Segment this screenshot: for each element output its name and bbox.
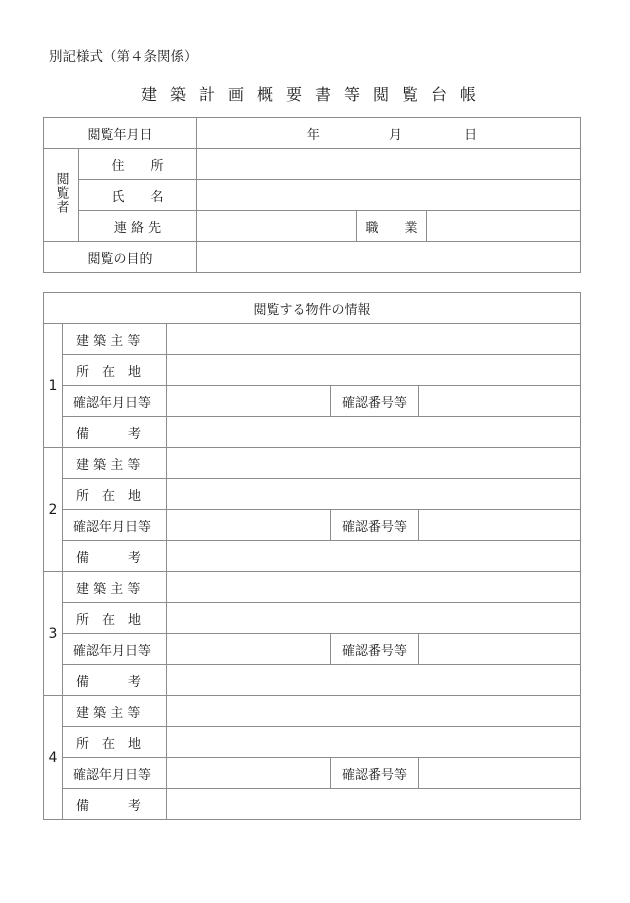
location-label: 所 在 地 [63, 727, 167, 758]
owner-label: 建 築 主 等 [63, 448, 167, 479]
confirm-number-field[interactable] [419, 758, 581, 789]
day-label: 日 [464, 127, 478, 143]
visitor-table [43, 117, 581, 273]
property-entries [44, 324, 581, 820]
month-label: 月 [389, 127, 403, 143]
confirm-date-field[interactable] [167, 510, 331, 541]
entry-number: 3 [44, 572, 63, 696]
visit-date-label: 閲覧年月日 [44, 118, 197, 149]
entry-remarks-row [44, 789, 581, 820]
remarks-field[interactable] [167, 541, 581, 572]
remarks-label: 備 考 [63, 665, 167, 696]
contact-label: 連 絡 先 [79, 211, 197, 242]
remarks-field[interactable] [167, 789, 581, 820]
owner-field[interactable] [167, 324, 581, 355]
owner-field[interactable] [167, 696, 581, 727]
remarks-label: 備 考 [63, 789, 167, 820]
occupation-field[interactable] [427, 211, 581, 242]
entry-location-row [44, 479, 581, 510]
remarks-field[interactable] [167, 417, 581, 448]
entry-confirm-row [44, 510, 581, 541]
confirm-date-label: 確認年月日等 [63, 758, 167, 789]
confirm-number-field[interactable] [419, 510, 581, 541]
confirm-date-label: 確認年月日等 [63, 634, 167, 665]
confirm-number-label: 確認番号等 [331, 634, 419, 665]
address-field[interactable] [197, 149, 581, 180]
confirm-date-field[interactable] [167, 634, 331, 665]
address-row [44, 149, 581, 180]
remarks-label: 備 考 [63, 417, 167, 448]
entry-location-row [44, 355, 581, 386]
owner-field[interactable] [167, 448, 581, 479]
remarks-label: 備 考 [63, 541, 167, 572]
entry-owner-row [44, 572, 581, 603]
property-header-row [44, 293, 581, 324]
entry-owner-row [44, 696, 581, 727]
entry-location-row [44, 727, 581, 758]
form-caption: 別記様式（第４条関係） [49, 49, 198, 65]
entry-confirm-row [44, 386, 581, 417]
owner-field[interactable] [167, 572, 581, 603]
confirm-date-field[interactable] [167, 758, 331, 789]
location-field[interactable] [167, 355, 581, 386]
name-field[interactable] [197, 180, 581, 211]
owner-label: 建 築 主 等 [63, 572, 167, 603]
entry-confirm-row [44, 634, 581, 665]
property-table [43, 292, 581, 820]
contact-row [44, 211, 581, 242]
location-label: 所 在 地 [63, 603, 167, 634]
entry-remarks-row [44, 665, 581, 696]
confirm-number-label: 確認番号等 [331, 758, 419, 789]
confirm-number-field[interactable] [419, 634, 581, 665]
owner-label: 建 築 主 等 [63, 696, 167, 727]
entry-number: 1 [44, 324, 63, 448]
entry-number: 4 [44, 696, 63, 820]
purpose-row [44, 242, 581, 273]
name-row [44, 180, 581, 211]
visitor-section-label [44, 149, 79, 242]
purpose-field[interactable] [197, 242, 581, 273]
occupation-label: 職 業 [357, 211, 427, 242]
entry-remarks-row [44, 541, 581, 572]
visit-date-row [44, 118, 581, 149]
confirm-date-field[interactable] [167, 386, 331, 417]
form-title: 建築計画概要書等閲覧台帳 [140, 85, 489, 104]
confirm-date-label: 確認年月日等 [63, 510, 167, 541]
confirm-number-label: 確認番号等 [331, 386, 419, 417]
entry-confirm-row [44, 758, 581, 789]
remarks-field[interactable] [167, 665, 581, 696]
entry-number: 2 [44, 448, 63, 572]
entry-owner-row [44, 324, 581, 355]
location-label: 所 在 地 [63, 479, 167, 510]
entry-location-row [44, 603, 581, 634]
address-label: 住 所 [79, 149, 197, 180]
location-field[interactable] [167, 603, 581, 634]
contact-field[interactable] [197, 211, 357, 242]
purpose-label: 閲覧の目的 [44, 242, 197, 273]
owner-label: 建 築 主 等 [63, 324, 167, 355]
visit-date-field[interactable] [197, 118, 581, 149]
property-header: 閲覧する物件の情報 [44, 293, 581, 324]
confirm-number-field[interactable] [419, 386, 581, 417]
location-field[interactable] [167, 727, 581, 758]
entry-remarks-row [44, 417, 581, 448]
visitor-section-text: 閲覧者 [53, 172, 69, 214]
year-label: 年 [306, 127, 320, 143]
location-label: 所 在 地 [63, 355, 167, 386]
name-label: 氏 名 [79, 180, 197, 211]
confirm-date-label: 確認年月日等 [63, 386, 167, 417]
location-field[interactable] [167, 479, 581, 510]
confirm-number-label: 確認番号等 [331, 510, 419, 541]
entry-owner-row [44, 448, 581, 479]
